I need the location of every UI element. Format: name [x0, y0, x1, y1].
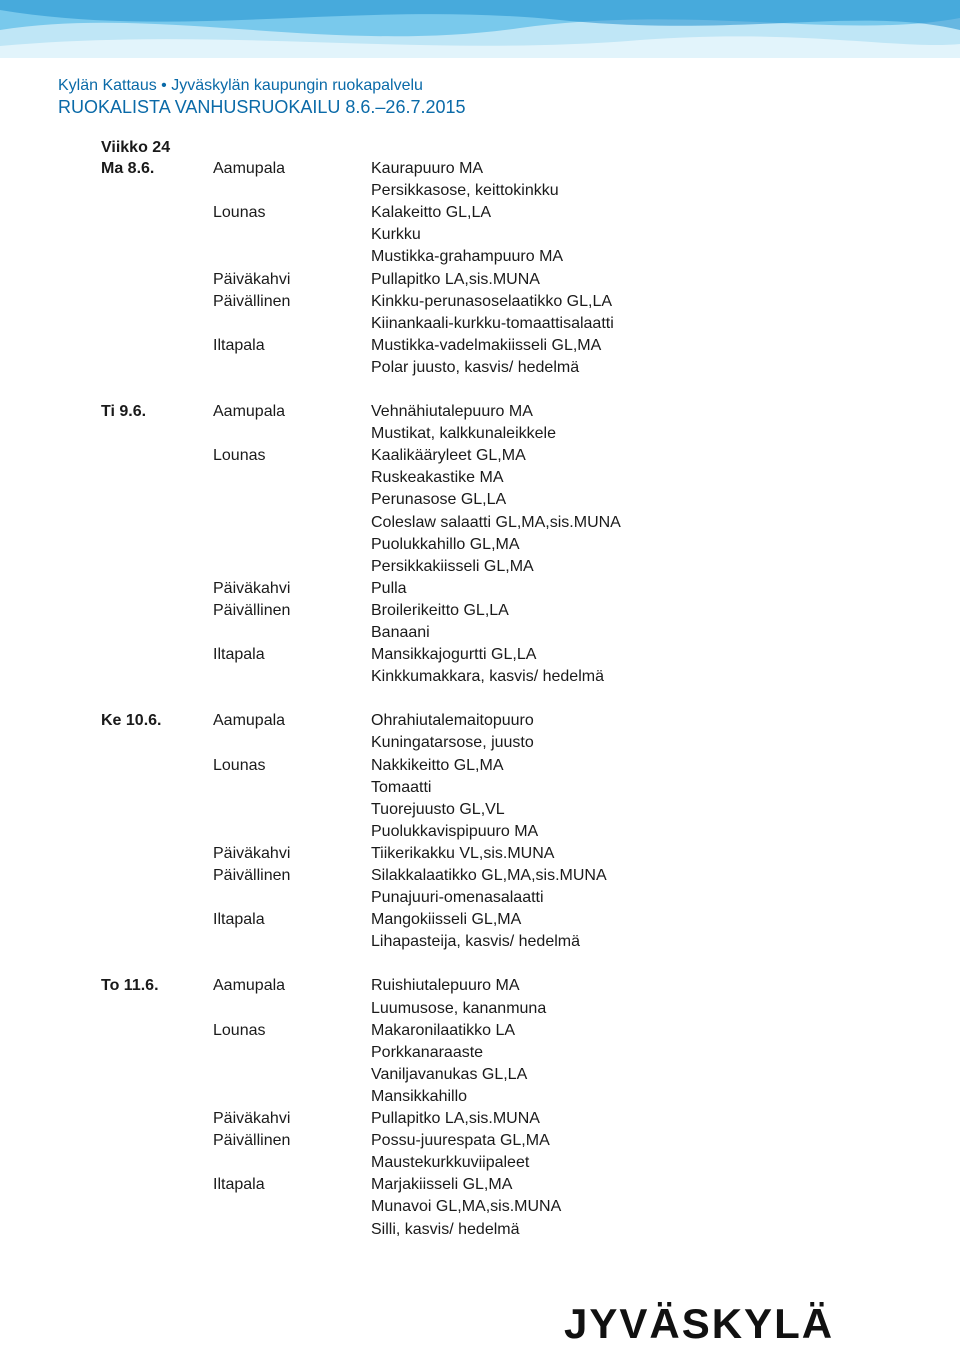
meal-label: Iltapala	[213, 646, 265, 663]
meal-label: Aamupala	[213, 977, 286, 994]
dish-text: Nakkikeitto GL,MA	[371, 757, 504, 774]
dish-text: Coleslaw salaatti GL,MA,sis.MUNA	[371, 514, 621, 531]
dish-text: Pullapitko LA,sis.MUNA	[371, 271, 540, 288]
dish-text: Silakkalaatikko GL,MA,sis.MUNA	[371, 867, 607, 884]
dish-text: Tuorejuusto GL,VL	[371, 801, 505, 818]
dish-text: Mansikkajogurtti GL,LA	[371, 646, 537, 663]
dish-text: Broilerikeitto GL,LA	[371, 602, 509, 619]
page-header	[58, 76, 466, 118]
logo-text: JYVÄSKYLÄ	[564, 1300, 835, 1347]
top-wave-banner	[0, 0, 960, 58]
meal-label: Aamupala	[213, 403, 286, 420]
header-subtitle: Kylän Kattaus • Jyväskylän kaupungin ruokapalvelu	[58, 77, 423, 94]
dish-text: Kinkkumakkara, kasvis/ hedelmä	[371, 668, 604, 685]
meal-label: Päivällinen	[213, 1132, 291, 1149]
dish-text: Kinkku-perunasoselaatikko GL,LA	[371, 293, 613, 310]
dish-text: Lihapasteija, kasvis/ hedelmä	[371, 933, 581, 950]
dish-text: Kiinankaali-kurkku-tomaattisalaatti	[371, 315, 614, 332]
dish-text: Puolukkahillo GL,MA	[371, 536, 520, 553]
dish-text: Luumusose, kananmuna	[371, 1000, 547, 1017]
dish-text: Kaalikääryleet GL,MA	[371, 447, 526, 464]
dish-text: Persikkasose, keittokinkku	[371, 182, 559, 199]
meal-label: Päiväkahvi	[213, 845, 291, 862]
meal-label: Iltapala	[213, 911, 265, 928]
day-label: Ke 10.6.	[101, 712, 162, 729]
day-label: To 11.6.	[101, 977, 159, 994]
dish-text: Kurkku	[371, 226, 421, 243]
dish-text: Mustikat, kalkkunaleikkele	[371, 425, 556, 442]
dish-text: Pullapitko LA,sis.MUNA	[371, 1110, 540, 1127]
dish-text: Tomaatti	[371, 779, 432, 796]
meal-label: Lounas	[213, 1022, 266, 1039]
dish-text: Banaani	[371, 624, 430, 641]
meal-label: Päiväkahvi	[213, 580, 291, 597]
dish-text: Ohrahiutalemaitopuuro	[371, 712, 534, 729]
meal-label: Lounas	[213, 757, 266, 774]
meal-label: Päiväkahvi	[213, 1110, 291, 1127]
meal-label: Iltapala	[213, 1176, 265, 1193]
dish-text: Kaurapuuro MA	[371, 160, 484, 177]
dish-text: Possu-juurespata GL,MA	[371, 1132, 550, 1149]
dish-text: Puolukkavispipuuro MA	[371, 823, 539, 840]
dish-text: Munavoi GL,MA,sis.MUNA	[371, 1198, 562, 1215]
dish-text: Mangokiisseli GL,MA	[371, 911, 522, 928]
dish-text: Ruishiutalepuuro MA	[371, 977, 520, 994]
dish-text: Silli, kasvis/ hedelmä	[371, 1221, 520, 1238]
dish-text: Punajuuri-omenasalaatti	[371, 889, 544, 906]
dish-text: Mustikka-grahampuuro MA	[371, 248, 564, 265]
meal-label: Aamupala	[213, 160, 286, 177]
meal-label: Päivällinen	[213, 867, 291, 884]
day-label: Ma 8.6.	[101, 160, 155, 177]
dish-text: Kalakeitto GL,LA	[371, 204, 492, 221]
dish-text: Porkkanaraaste	[371, 1044, 484, 1061]
meal-label: Lounas	[213, 447, 266, 464]
meal-label: Päivällinen	[213, 293, 291, 310]
dish-text: Perunasose GL,LA	[371, 491, 507, 508]
dish-text: Vehnähiutalepuuro MA	[371, 403, 533, 420]
meal-label: Päiväkahvi	[213, 271, 291, 288]
page-title: RUOKALISTA VANHUSRUOKAILU 8.6.–26.7.2015	[58, 97, 466, 117]
dish-text: Maustekurkkuviipaleet	[371, 1154, 530, 1171]
meal-label: Lounas	[213, 204, 266, 221]
meal-label: Päivällinen	[213, 602, 291, 619]
dish-text: Tiikerikakku VL,sis.MUNA	[371, 845, 555, 862]
dish-text: Marjakiisseli GL,MA	[371, 1176, 513, 1193]
week-label: Viikko 24	[101, 139, 171, 156]
dish-text: Kuningatarsose, juusto	[371, 734, 534, 751]
dish-text: Pulla	[371, 580, 407, 597]
dish-text: Polar juusto, kasvis/ hedelmä	[371, 359, 580, 376]
meal-label: Iltapala	[213, 337, 265, 354]
day-label: Ti 9.6.	[101, 403, 147, 420]
dish-text: Vaniljavanukas GL,LA	[371, 1066, 528, 1083]
dish-text: Makaronilaatikko LA	[371, 1022, 516, 1039]
dish-text: Mustikka-vadelmakiisseli GL,MA	[371, 337, 602, 354]
jyvaskyla-logo	[562, 1296, 835, 1347]
dish-text: Ruskeakastike MA	[371, 469, 504, 486]
meal-label: Aamupala	[213, 712, 286, 729]
dish-text: Mansikkahillo	[371, 1088, 468, 1105]
dish-text: Persikkakiisseli GL,MA	[371, 558, 534, 575]
